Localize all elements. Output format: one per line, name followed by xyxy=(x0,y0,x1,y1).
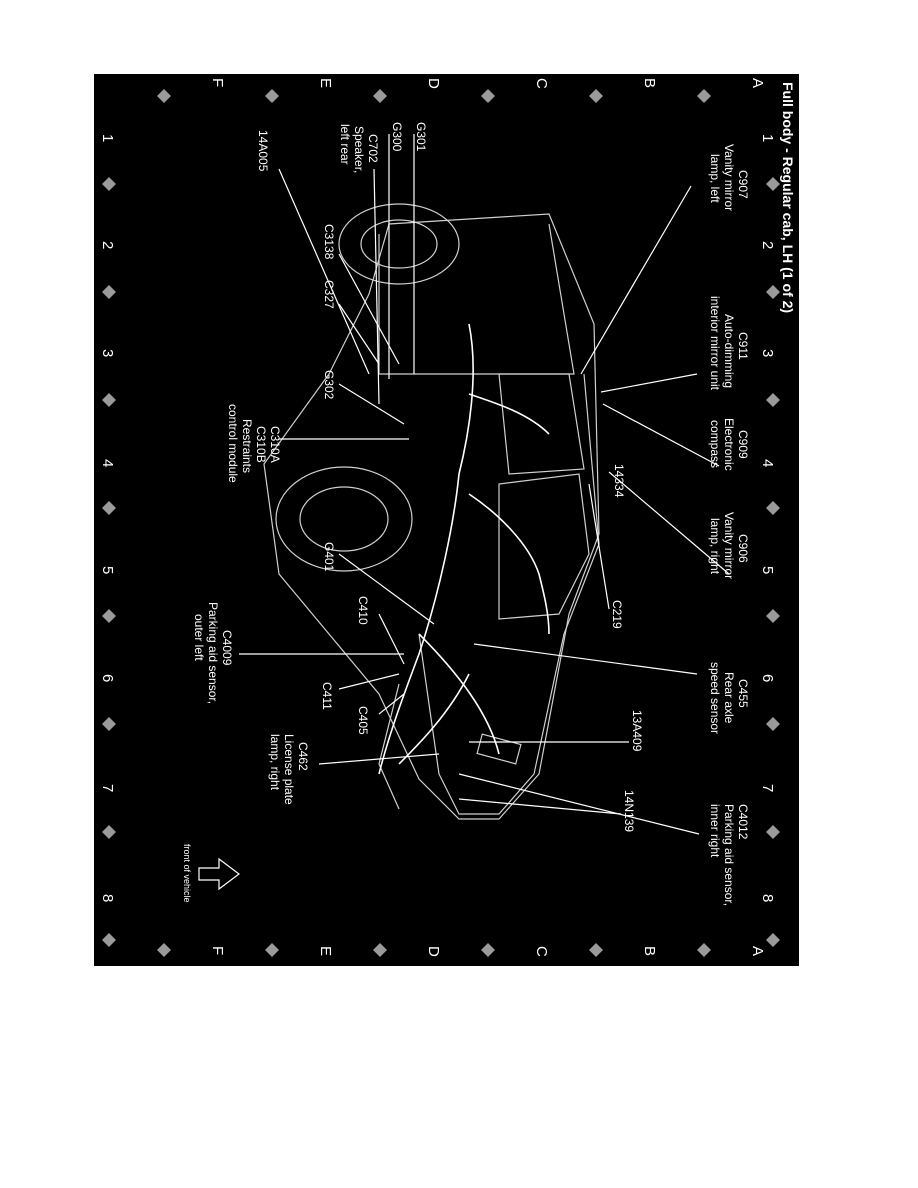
label-c906-line3: lamp, right xyxy=(708,518,722,575)
label-c455 xyxy=(708,662,750,734)
label-c4009-line2: Parking aid sensor, xyxy=(206,602,220,705)
label-c907-line2: Vanity mirror xyxy=(722,144,736,212)
leader-c3138 xyxy=(339,254,399,364)
leader-c907 xyxy=(581,186,691,374)
grid-row-right-f: F xyxy=(209,946,226,956)
license-plate-bracket xyxy=(477,734,521,764)
label-c702-line3: left rear xyxy=(338,124,352,165)
label-14a005: 14A005 xyxy=(256,130,270,172)
grid-col-bottom-1: 1 xyxy=(99,134,116,143)
label-c462-id: C462 xyxy=(296,742,310,771)
grid-col-bottom-3: 3 xyxy=(99,349,116,358)
perforation-mark xyxy=(102,501,116,515)
leader-lines xyxy=(239,134,729,834)
grid-col-top-5: 5 xyxy=(759,566,776,575)
label-g401: G401 xyxy=(322,542,336,572)
label-c4009 xyxy=(192,602,234,707)
leader-c455 xyxy=(474,644,697,674)
rear-wheel xyxy=(339,204,459,284)
perforation-mark xyxy=(102,825,116,839)
grid-rows xyxy=(209,78,766,957)
label-c907-line3: lamp, left xyxy=(708,154,722,203)
perforation-mark xyxy=(102,393,116,407)
label-c702-line2: Speaker, xyxy=(352,126,366,174)
grid-row-right-c: C xyxy=(533,946,550,957)
rear-wheel-hub xyxy=(361,220,437,268)
label-c455-line3: speed sensor xyxy=(708,662,722,735)
label-c4012-line3: inner right xyxy=(708,804,722,858)
roof-line xyxy=(564,374,599,634)
grid-col-top-8: 8 xyxy=(759,894,776,903)
perforation-mark xyxy=(481,89,495,103)
label-g302: G302 xyxy=(322,370,336,400)
truck-bed xyxy=(379,224,574,374)
perforation-mark xyxy=(157,89,171,103)
label-c462-line3: lamp, right xyxy=(268,734,282,791)
perforation-mark xyxy=(102,177,116,191)
label-c462 xyxy=(268,734,310,808)
label-c911-line2: Auto-dimming xyxy=(722,314,736,389)
label-13a409: 13A409 xyxy=(630,710,644,752)
perforation-mark xyxy=(265,89,279,103)
leader-14n139 xyxy=(459,799,621,814)
label-g301: G301 xyxy=(414,122,428,152)
label-c455-id: C455 xyxy=(736,679,750,708)
grid-col-top-1: 1 xyxy=(759,134,776,143)
front-wheel-hub xyxy=(300,487,388,551)
label-c4012-line2: Parking aid sensor, xyxy=(722,804,736,907)
grid-col-bottom-4: 4 xyxy=(99,459,116,468)
front-wheel xyxy=(276,467,412,571)
grid-row-left-d: D xyxy=(425,78,442,89)
label-c3138: C3138 xyxy=(322,224,336,260)
front-bumper xyxy=(379,684,399,809)
grid-columns xyxy=(99,134,776,902)
rotated-diagram xyxy=(94,74,799,966)
perforation-mark xyxy=(766,609,780,623)
label-c911 xyxy=(708,296,750,391)
label-c327: C327 xyxy=(322,280,336,309)
perforation-mark xyxy=(589,89,603,103)
label-c909 xyxy=(708,418,750,474)
label-c906 xyxy=(708,512,750,582)
perforation-mark xyxy=(766,177,780,191)
perforation-mark xyxy=(766,717,780,731)
perforation-mark xyxy=(157,943,171,957)
grid-row-left-a: A xyxy=(749,78,766,89)
perforation-mark xyxy=(481,943,495,957)
label-g300: G300 xyxy=(390,122,404,152)
grid-col-top-2: 2 xyxy=(759,241,776,250)
label-14334: 14334 xyxy=(612,464,626,498)
label-c219: C219 xyxy=(610,600,624,629)
label-c909-id: C909 xyxy=(736,430,750,459)
parking-aid-harness xyxy=(399,674,469,764)
perforation-mark xyxy=(102,285,116,299)
leader-c911 xyxy=(601,374,697,392)
label-14n139: 14N139 xyxy=(622,790,636,833)
grid-col-top-3: 3 xyxy=(759,349,776,358)
callouts-upper xyxy=(610,144,750,909)
label-c907 xyxy=(708,144,750,214)
leader-c411 xyxy=(339,674,399,689)
truck-illustration xyxy=(264,204,599,819)
grid-col-bottom-5: 5 xyxy=(99,566,116,575)
callouts-lower xyxy=(192,122,428,808)
label-c310-line3: Restraints xyxy=(240,419,254,474)
perforation-mark xyxy=(373,943,387,957)
leader-c702 xyxy=(374,169,379,404)
label-c911-id: C911 xyxy=(736,332,750,360)
grid-row-left-f: F xyxy=(209,78,226,88)
grid-row-right-d: D xyxy=(425,946,442,957)
label-c410: C410 xyxy=(356,596,370,625)
label-c4009-id: C4009 xyxy=(220,630,234,666)
label-c310b: C310B xyxy=(254,426,268,463)
grid-col-top-4: 4 xyxy=(759,459,776,468)
cab-harness-branch xyxy=(469,394,549,434)
perforation-mark xyxy=(589,943,603,957)
leader-g302 xyxy=(339,384,404,424)
grid-row-left-e: E xyxy=(317,78,334,89)
perforation-mark xyxy=(697,943,711,957)
perforation-mark xyxy=(766,393,780,407)
perforation-mark xyxy=(766,933,780,947)
label-c911-line3: interior mirror unit xyxy=(708,296,722,391)
leader-c219 xyxy=(589,484,609,609)
front-arrow-icon xyxy=(199,859,239,889)
perforation-mark xyxy=(766,501,780,515)
perforation-mark xyxy=(102,609,116,623)
grid-row-left-c: C xyxy=(533,78,550,89)
border-perforations xyxy=(102,89,780,957)
label-c702-id: C702 xyxy=(366,134,380,163)
label-c405: C405 xyxy=(356,706,370,735)
diagram-title: Full body - Regular cab, LH (1 of 2) xyxy=(780,82,796,314)
label-c4012 xyxy=(708,804,750,909)
front-of-vehicle-indicator xyxy=(182,844,239,903)
label-c411: C411 xyxy=(320,682,334,710)
front-of-vehicle-label: front of vehicle xyxy=(182,844,192,903)
label-c909-line2: Electronic xyxy=(722,418,736,471)
grid-col-top-6: 6 xyxy=(759,674,776,683)
grid-col-bottom-7: 7 xyxy=(99,784,116,793)
perforation-mark xyxy=(697,89,711,103)
label-c310 xyxy=(226,404,282,483)
grid-col-bottom-8: 8 xyxy=(99,894,116,903)
leader-c4012 xyxy=(459,774,699,834)
leader-c909 xyxy=(603,404,719,466)
perforation-mark xyxy=(766,285,780,299)
perforation-mark xyxy=(766,825,780,839)
leader-g401 xyxy=(339,554,434,624)
leader-c410 xyxy=(379,614,404,664)
grid-row-left-b: B xyxy=(641,78,658,89)
rear-window xyxy=(499,374,584,474)
label-c4009-line3: outer left xyxy=(192,614,206,661)
label-c702 xyxy=(338,124,380,177)
label-c907-id: C907 xyxy=(736,170,750,199)
grid-row-right-b: B xyxy=(641,946,658,957)
label-c462-line2: License plate xyxy=(282,734,296,805)
label-c909-line3: compass xyxy=(708,420,722,469)
perforation-mark xyxy=(265,943,279,957)
grid-row-right-e: E xyxy=(317,946,334,957)
label-c310a: C310A xyxy=(268,426,282,463)
perforation-mark xyxy=(102,717,116,731)
wiring-sheet xyxy=(94,74,799,966)
label-c4012-id: C4012 xyxy=(736,804,750,840)
label-c310-line4: control module xyxy=(226,404,240,483)
perforation-mark xyxy=(102,933,116,947)
label-c906-id: C906 xyxy=(736,534,750,563)
label-c455-line2: Rear axle xyxy=(722,672,736,724)
grid-row-right-a: A xyxy=(749,946,766,957)
grid-col-bottom-6: 6 xyxy=(99,674,116,683)
hood-outline xyxy=(419,634,564,814)
diagram-svg xyxy=(94,74,799,966)
roof-harness-branch xyxy=(469,494,549,634)
perforation-mark xyxy=(373,89,387,103)
label-c906-line2: Vanity mirror xyxy=(722,512,736,580)
grid-col-top-7: 7 xyxy=(759,784,776,793)
grid-col-bottom-2: 2 xyxy=(99,241,116,250)
